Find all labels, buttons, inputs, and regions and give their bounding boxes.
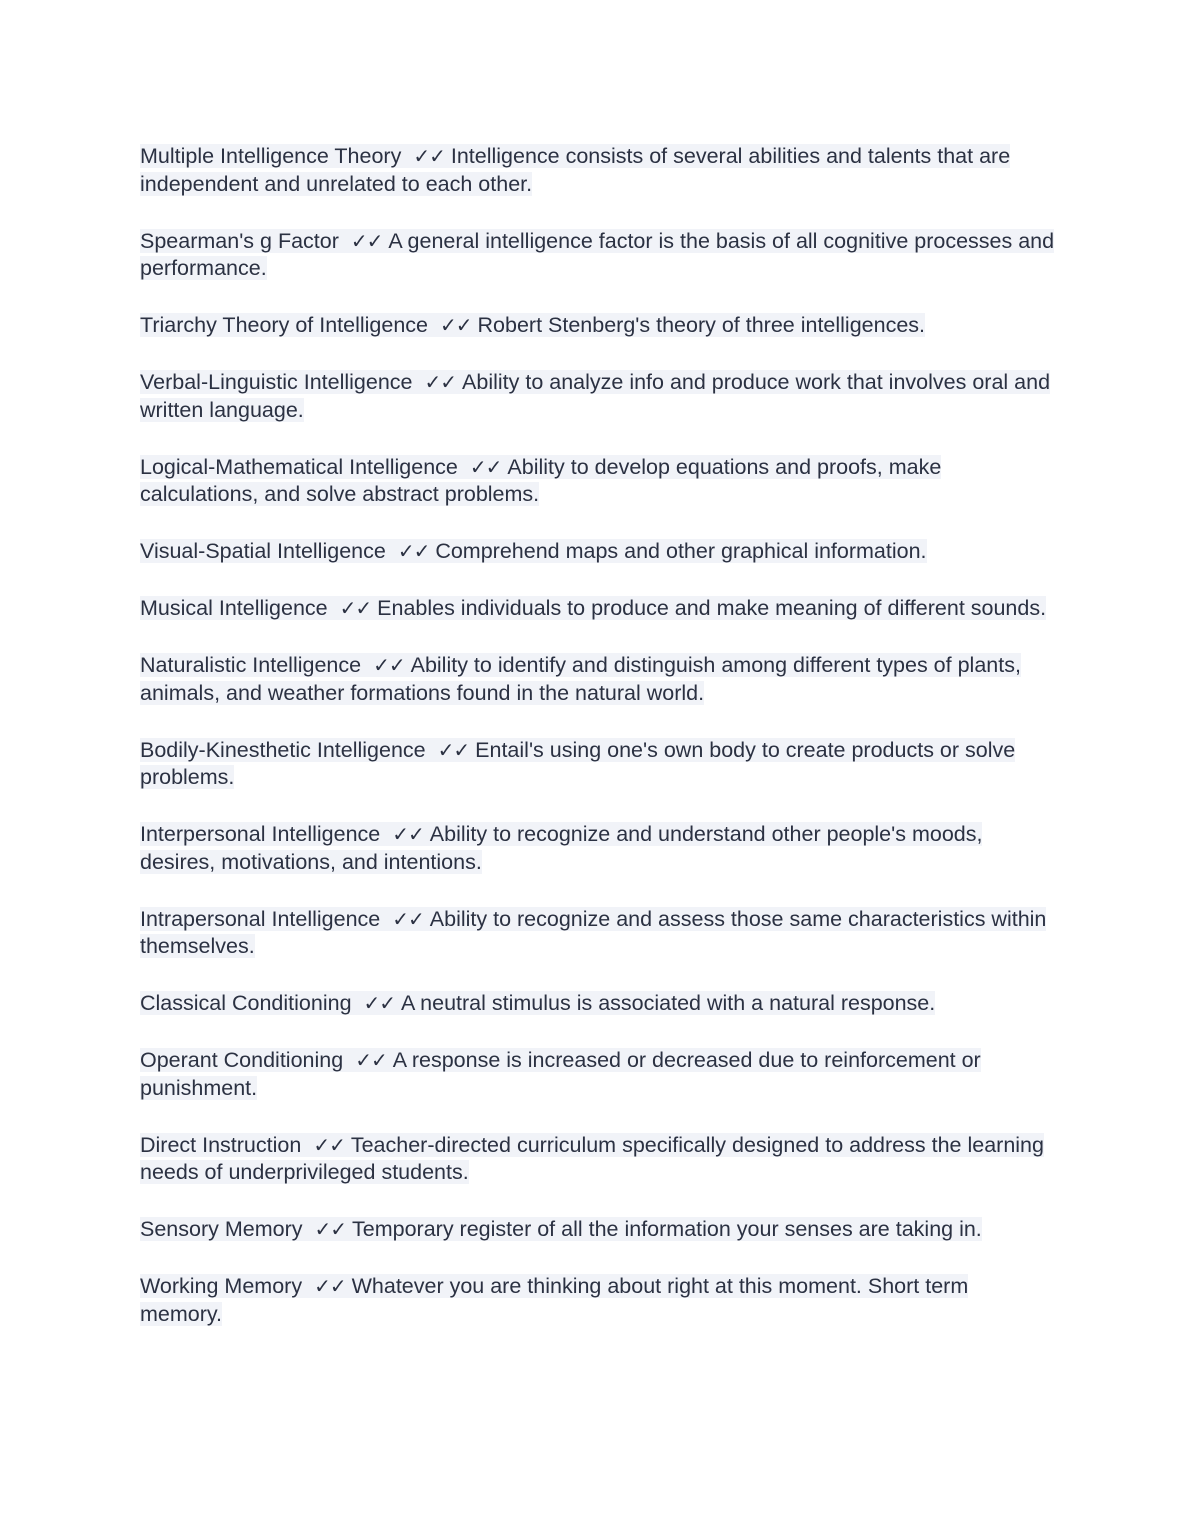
entry-definition: A neutral stimulus is associated with a natural response.	[401, 991, 936, 1015]
entry-triarchy-theory	[140, 312, 1055, 340]
entry-term: Triarchy Theory of Intelligence	[140, 313, 428, 337]
entry-text	[140, 144, 1010, 196]
entry-text	[140, 822, 982, 874]
entry-term: Spearman's g Factor	[140, 228, 339, 253]
entry-definition: Entail's using one's own body to create products or solve problems.	[140, 737, 1016, 789]
check-icon: ✓✓	[437, 737, 470, 762]
entry-term: Classical Conditioning	[140, 991, 352, 1015]
entry-definition: A general intelligence factor is the basis of all cognitive processes and performance.	[140, 228, 1055, 280]
entry-term: Bodily-Kinesthetic Intelligence	[140, 737, 426, 762]
entry-definition: Robert Stenberg's theory of three intelligences.	[477, 313, 926, 337]
entry-bodily-kinesthetic	[140, 737, 1055, 792]
entry-term: Multiple Intelligence Theory	[140, 144, 402, 168]
entry-text	[140, 1133, 1044, 1185]
entry-intrapersonal	[140, 906, 1055, 961]
entry-definition: Whatever you are thinking about right at this moment. Short term memory.	[140, 1274, 969, 1326]
entry-definition: Enables individuals to produce and make meaning of different sounds.	[377, 596, 1047, 620]
check-icon: ✓✓	[339, 596, 372, 620]
entry-text	[140, 370, 1050, 422]
entry-term: Intrapersonal Intelligence	[140, 906, 381, 931]
entry-definition: Temporary register of all the information your senses are taking in.	[352, 1217, 982, 1241]
check-icon: ✓✓	[424, 370, 457, 394]
check-icon: ✓✓	[373, 653, 405, 677]
entry-verbal-linguistic	[140, 369, 1055, 424]
check-icon: ✓✓	[440, 313, 472, 337]
entry-term: Verbal-Linguistic Intelligence	[140, 370, 413, 394]
check-icon: ✓✓	[413, 144, 445, 168]
entry-text	[140, 313, 925, 337]
check-icon: ✓✓	[355, 1048, 387, 1072]
entry-interpersonal	[140, 821, 1055, 876]
entry-term: Operant Conditioning	[140, 1048, 344, 1072]
check-icon: ✓✓	[392, 822, 424, 846]
entry-definition: Teacher-directed curriculum specifically designed to address the learning needs of underprivileged students.	[140, 1132, 1044, 1184]
entry-text	[140, 991, 935, 1015]
entry-classical-conditioning	[140, 990, 1055, 1018]
entry-direct-instruction	[140, 1132, 1055, 1187]
entry-definition: Ability to analyze info and produce work that involves oral and written language.	[140, 370, 1051, 422]
entry-text	[140, 1274, 968, 1326]
entry-term: Logical-Mathematical Intelligence	[140, 454, 458, 479]
entry-multiple-intelligence-theory	[140, 143, 1055, 198]
entry-definition: Comprehend maps and other graphical information.	[435, 539, 927, 563]
entry-term: Working Memory	[140, 1274, 303, 1298]
entry-sensory-memory	[140, 1216, 1055, 1244]
entry-term: Naturalistic Intelligence	[140, 653, 362, 677]
check-icon: ✓✓	[363, 991, 396, 1015]
entry-term: Sensory Memory	[140, 1217, 303, 1241]
entry-logical-mathematical	[140, 454, 1055, 509]
entry-naturalistic	[140, 652, 1055, 707]
entry-text	[140, 907, 1046, 959]
entry-musical	[140, 595, 1055, 623]
entry-text	[140, 738, 1015, 790]
entry-text	[140, 596, 1046, 620]
entry-text	[140, 653, 1021, 705]
check-icon: ✓✓	[469, 454, 502, 479]
entry-visual-spatial	[140, 538, 1055, 566]
entry-term: Direct Instruction	[140, 1132, 302, 1157]
entry-spearmans-g-factor	[140, 228, 1055, 283]
entry-term: Interpersonal Intelligence	[140, 822, 381, 846]
entry-definition: A response is increased or decreased due to reinforcement or punishment.	[140, 1048, 981, 1100]
document-page	[140, 143, 1055, 1358]
entry-definition: Ability to identify and distinguish among different types of plants, animals, and weather formations found in the natural world.	[140, 653, 1021, 705]
check-icon: ✓✓	[397, 539, 430, 563]
entry-term: Visual-Spatial Intelligence	[140, 539, 386, 563]
check-icon: ✓✓	[313, 1132, 345, 1157]
entry-text	[140, 539, 927, 563]
entry-working-memory	[140, 1273, 1055, 1328]
entry-definition: Ability to recognize and assess those same characteristics within themselves.	[140, 906, 1047, 958]
entry-text	[140, 1048, 981, 1100]
check-icon: ✓✓	[314, 1274, 346, 1298]
check-icon: ✓✓	[314, 1217, 347, 1241]
entry-text	[140, 455, 941, 507]
entry-term: Musical Intelligence	[140, 596, 328, 620]
check-icon: ✓✓	[392, 906, 424, 931]
entry-text	[140, 1217, 982, 1241]
check-icon: ✓✓	[350, 228, 383, 253]
entry-definition: Ability to recognize and understand other people's moods, desires, motivations, and intentions.	[140, 822, 983, 874]
entry-definition: Ability to develop equations and proofs, make calculations, and solve abstract problems.	[140, 454, 942, 506]
entry-operant-conditioning	[140, 1047, 1055, 1102]
entry-definition: Intelligence consists of several abilities and talents that are independent and unrelated to each other.	[140, 144, 1011, 196]
entry-text	[140, 229, 1054, 281]
